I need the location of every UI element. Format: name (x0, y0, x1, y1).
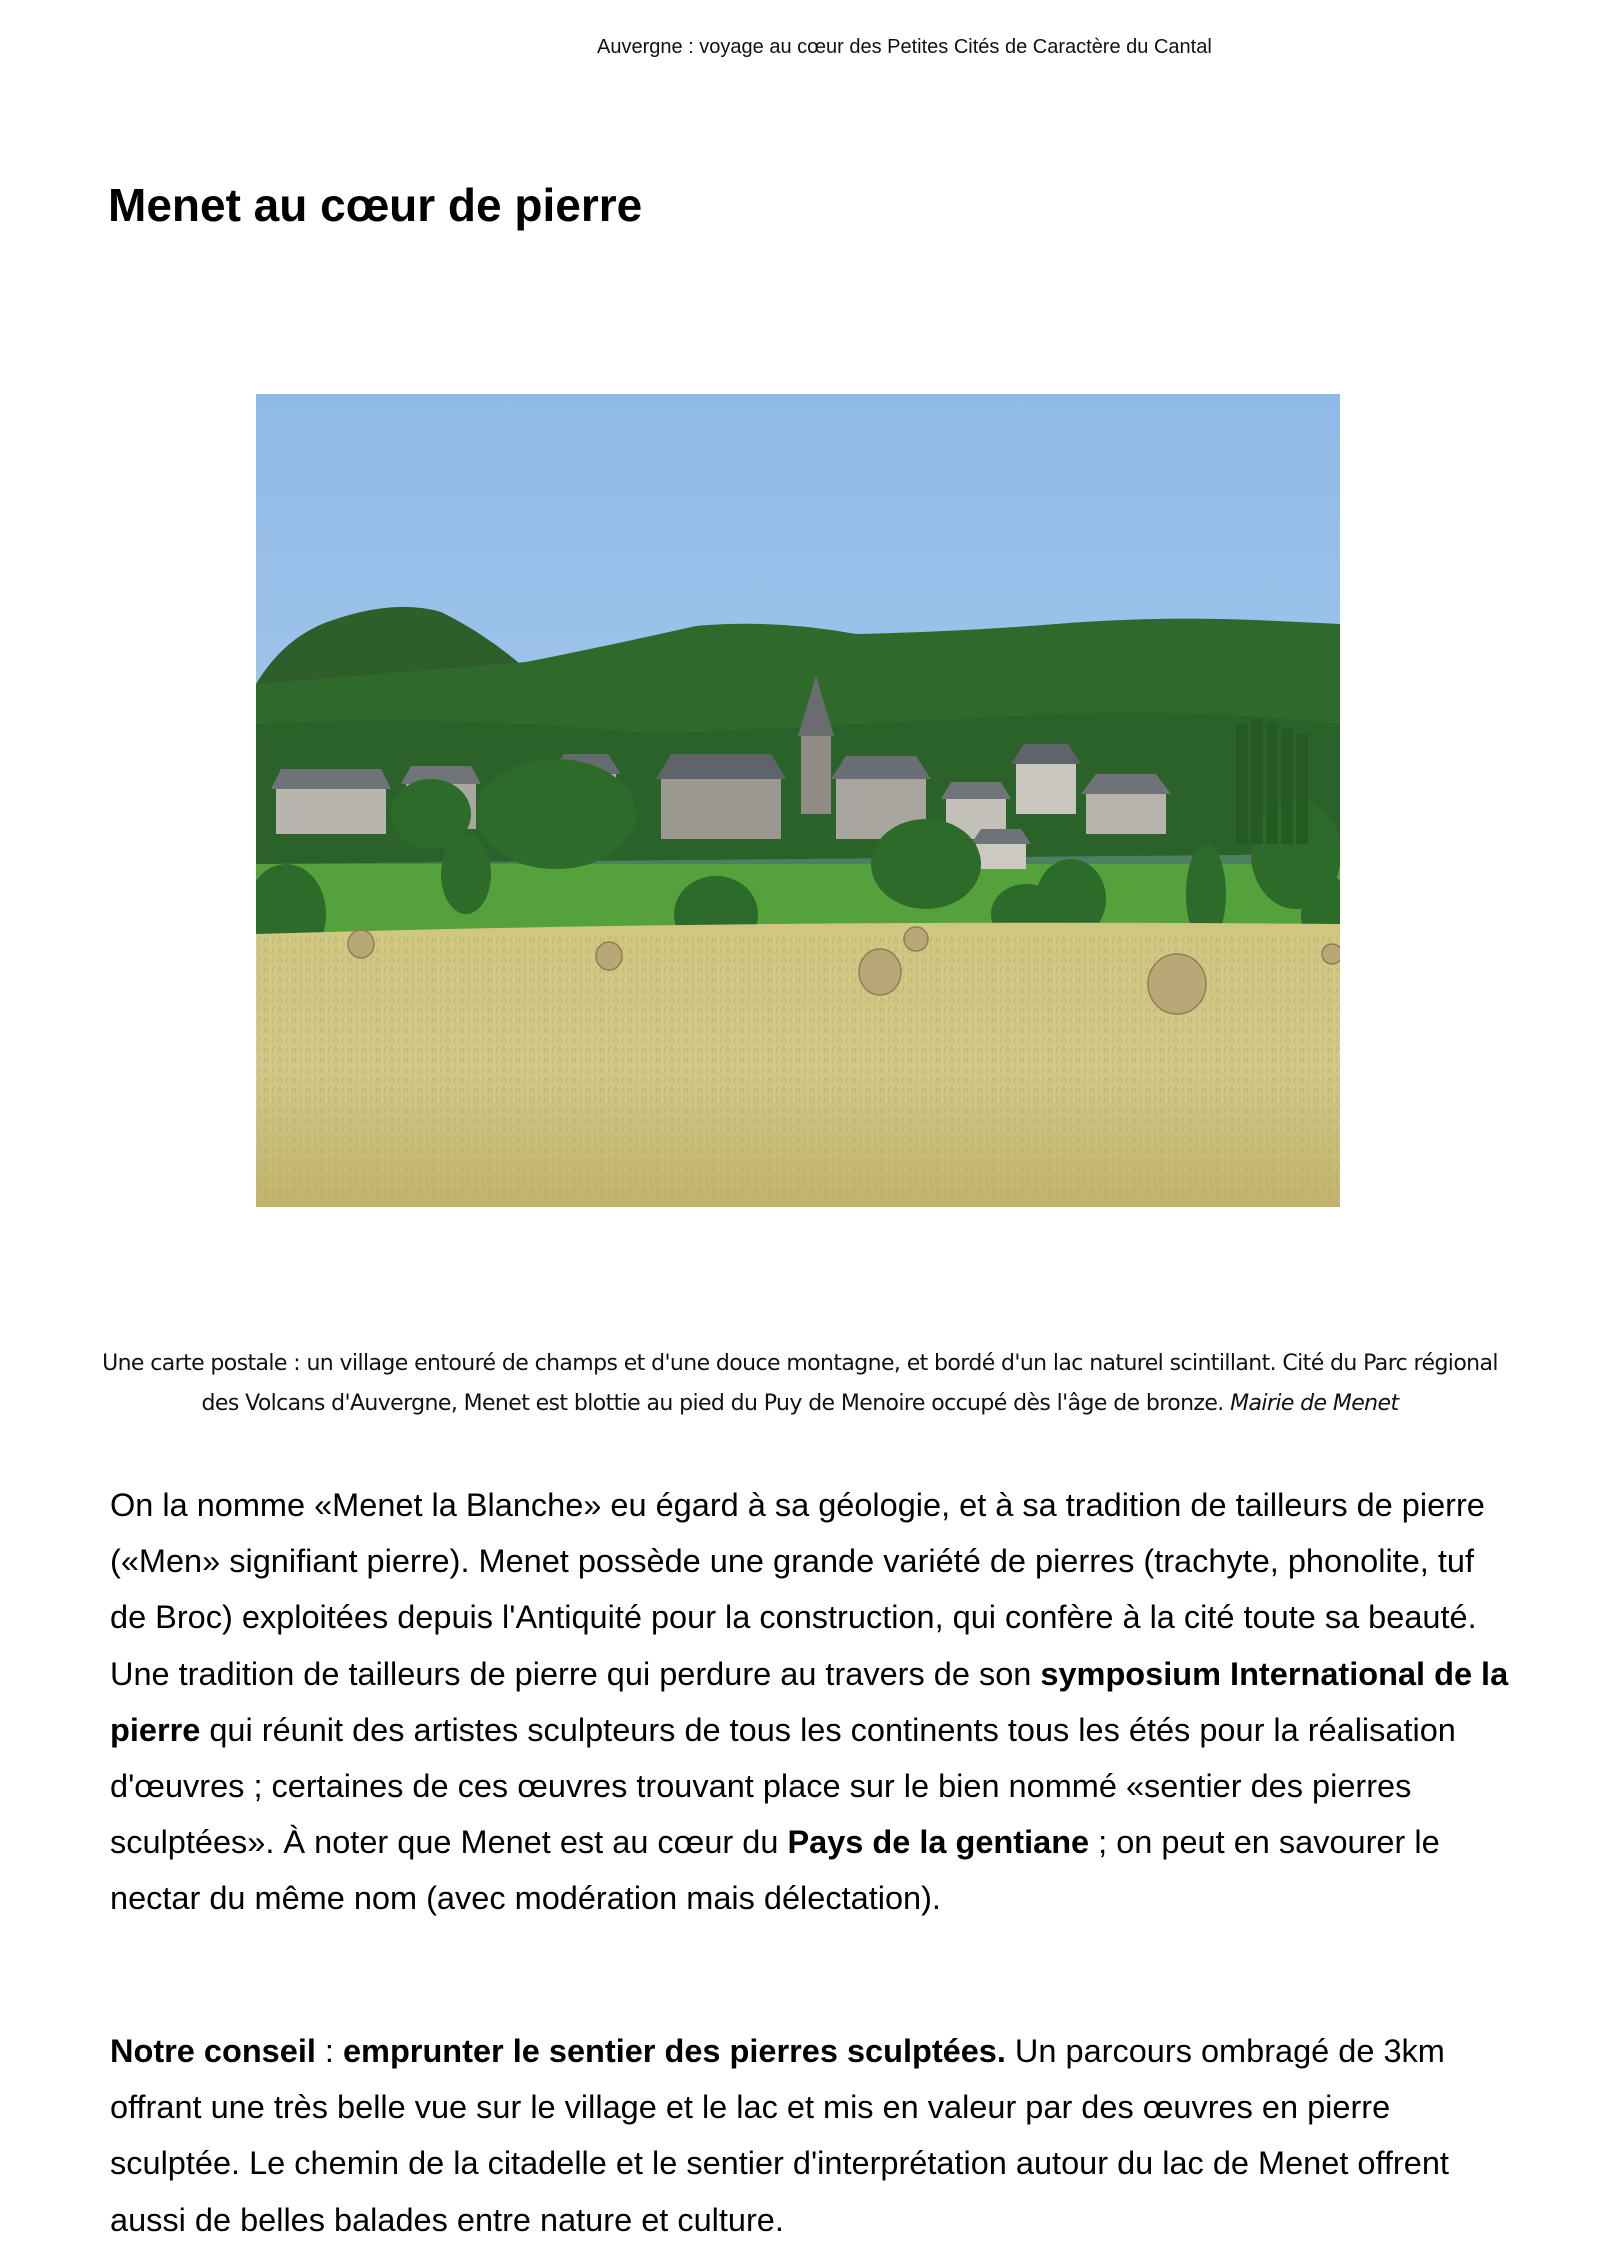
para2-text: Un parcours ombragé de 3km offrant une très belle vue sur le village et le lac et mis en valeur par des œuvres en pierre sculptée. Le chemin de la citadelle et le sentier d'interprétation autour du lac de Menet offrent aussi de belles balades entre nature et culture. (110, 2033, 1449, 2238)
body-paragraph-1 (110, 1477, 1510, 1927)
advice-label: Notre conseil (110, 2033, 316, 2069)
body-paragraph-2 (110, 2023, 1510, 2248)
para1-text-1: On la nomme «Menet la Blanche» eu égard à sa géologie, et à sa tradition de tailleurs de pierre («Men» signifiant pierre). Menet possède une grande variété de pierres (trachyte, phonolite, tuf de Broc) exploitées depuis l'Antiquité pour la construction, qui confère à la cité toute sa beauté. Une tradition de tailleurs de pierre qui perdure au travers de son (110, 1487, 1485, 1692)
landscape-image-icon (256, 394, 1340, 1207)
photo-credit: Mairie de Menet (1230, 1391, 1399, 1416)
running-header: Auvergne : voyage au cœur des Petites Cités de Caractère du Cantal (597, 36, 1212, 58)
para1-text-2: qui réunit des artistes sculpteurs de tous les continents tous les étés pour la réalisation d'œuvres ; certaines de ces œuvres trouvant place sur le bien nommé «sentier des pierres sculptées». À noter que Menet est au cœur du (110, 1711, 1456, 1861)
caption-text: Une carte postale : un village entouré de champs et d'une douce montagne, et bordé d'un lac naturel scintillant. Cité du Parc régional des Volcans d'Auvergne, Menet est blottie au pied du Puy de Menoire occupé dès l'âge de bronze. (102, 1351, 1498, 1416)
advice-highlight: emprunter le sentier des pierres sculptées. (342, 2033, 1006, 2069)
photo-caption (100, 1344, 1500, 1424)
advice-separator: : (315, 2033, 343, 2069)
para1-text-3: ; on peut en savourer le nectar du même nom (avec modération mais délectation). (110, 1824, 1440, 1917)
village-photo (256, 394, 1340, 1207)
symposium-highlight: symposium International de la pierre (110, 1655, 1509, 1748)
page-title: Menet au cœur de pierre (108, 179, 643, 231)
gentiane-highlight: Pays de la gentiane (787, 1824, 1090, 1861)
